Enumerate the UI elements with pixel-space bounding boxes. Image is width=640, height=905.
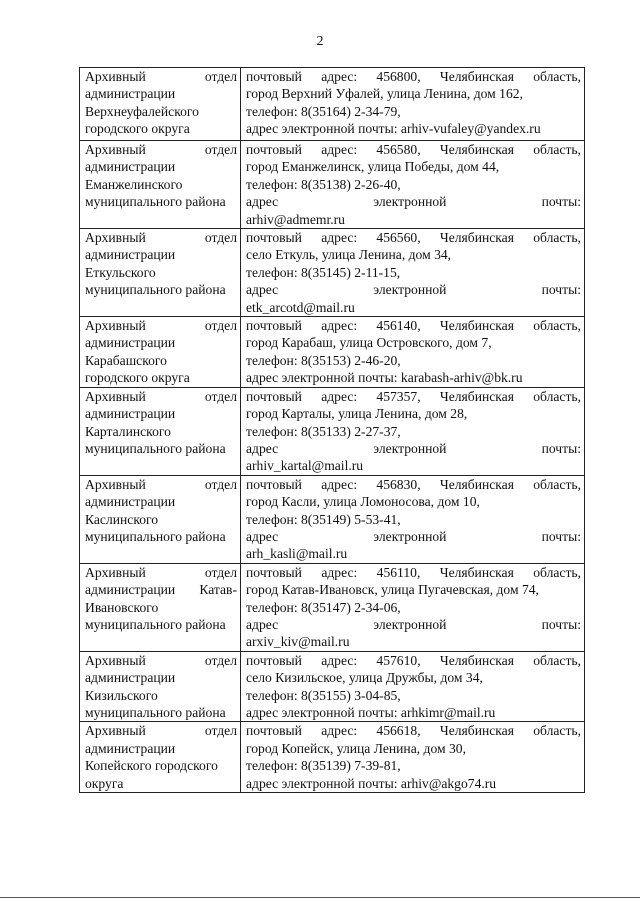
contact-info-cell — [241, 563, 585, 651]
archive-name-cell — [80, 563, 241, 651]
phone-line: телефон: 8(35153) 2-46-20, — [246, 352, 401, 368]
table-row — [80, 141, 585, 229]
email-line: адрес электронной почты: arhiv@akgo74.ru — [246, 775, 497, 791]
archive-name-cell — [80, 651, 241, 722]
contact-info-cell — [241, 387, 585, 475]
archives-table-body — [80, 68, 585, 793]
contact-info-cell — [241, 141, 585, 229]
archive-name-line: администрации — [85, 406, 176, 422]
postal-address-line: почтовый адрес: 456800, Челябинская область, — [246, 69, 581, 84]
phone-line: телефон: 8(35149) 5-53-41, — [246, 511, 401, 527]
archive-name-line: муниципального района — [85, 440, 226, 456]
address-line: город Верхний Уфалей, улица Ленина, дом 162, — [246, 86, 523, 102]
phone-line: телефон: 8(35155) 3-04-85, — [246, 687, 401, 703]
archive-name-line: городского округа — [85, 121, 190, 137]
email-label: адрес электронной почты: — [246, 282, 581, 298]
contact-info-cell — [241, 475, 585, 563]
email-line: arhiv_kartal@mail.ru — [246, 458, 364, 474]
postal-address-line: почтовый адрес: 456560, Челябинская область, — [246, 230, 581, 246]
archive-name-line: администрации — [85, 494, 176, 510]
postal-address-line: почтовый адрес: 456830, Челябинская область, — [246, 476, 581, 492]
archive-name-cell — [80, 141, 241, 229]
email-line: etk_arcotd@mail.ru — [246, 299, 355, 315]
email-line: адрес электронной почты: arhkimr@mail.ru — [246, 705, 496, 720]
archive-name-line: муниципального района — [85, 282, 226, 298]
phone-line: телефон: 8(35138) 2-26-40, — [246, 176, 401, 192]
address-line: село Еткуль, улица Ленина, дом 34, — [246, 247, 452, 263]
archive-name-line: Кизильского — [85, 687, 158, 703]
archive-name-line: Архивный отдел — [85, 142, 237, 157]
phone-line: телефон: 8(35147) 2-34-06, — [246, 599, 401, 615]
email-line: адрес электронной почты: karabash-arhiv@bk.ru — [246, 370, 523, 386]
archive-name-line: Еманжелинского — [85, 176, 183, 192]
address-line: город Касли, улица Ломоносова, дом 10, — [246, 494, 480, 510]
address-line: город Копейск, улица Ленина, дом 30, — [246, 740, 466, 756]
phone-line: телефон: 8(35164) 2-34-79, — [246, 103, 401, 119]
archive-name-line: Архивный отдел — [85, 564, 237, 580]
table-row — [80, 229, 585, 317]
table-row — [80, 317, 585, 388]
archive-name-line: Ивановского — [85, 599, 159, 615]
email-label: адрес электронной почты: — [246, 528, 581, 544]
archive-name-cell — [80, 387, 241, 475]
archive-name-line: администрации — [85, 670, 176, 686]
archive-name-cell — [80, 229, 241, 317]
archive-name-line: городского округа — [85, 370, 190, 386]
archive-name-cell — [80, 722, 241, 793]
table-row — [80, 722, 585, 793]
archive-name-line: Карталинского — [85, 423, 171, 439]
email-line: arhiv@admemr.ru — [246, 211, 345, 227]
contact-info-cell — [241, 229, 585, 317]
postal-address-line: почтовый адрес: 456110, Челябинская область, — [246, 564, 581, 580]
archive-name-line: Архивный отдел — [85, 652, 237, 668]
archive-name-line: Еткульского — [85, 264, 156, 280]
email-label: адрес электронной почты: — [246, 194, 581, 210]
archive-name-line: администрации — [85, 247, 176, 263]
postal-address-line: почтовый адрес: 456618, Челябинская область, — [246, 723, 581, 739]
archives-table — [79, 67, 585, 793]
contact-info-cell — [241, 68, 585, 141]
postal-address-line: почтовый адрес: 456140, Челябинская область, — [246, 318, 581, 334]
archive-name-line: Архивный отдел — [85, 318, 237, 334]
archive-name-line: администрации — [85, 159, 176, 175]
archive-name-line: Каслинского — [85, 511, 159, 527]
table-row — [80, 651, 585, 722]
address-line: город Катав-Ивановск, улица Пугачевская, дом 74, — [246, 582, 539, 598]
table-row — [80, 475, 585, 563]
email-line: arh_kasli@mail.ru — [246, 546, 348, 562]
contact-info-cell — [241, 651, 585, 722]
phone-line: телефон: 8(35145) 2-11-15, — [246, 264, 401, 280]
address-line: село Кизильское, улица Дружбы, дом 34, — [246, 670, 483, 686]
archive-name-cell — [80, 68, 241, 141]
archive-name-line: Архивный отдел — [85, 723, 237, 739]
archive-name-line: Архивный отдел — [85, 388, 237, 404]
email-line: arxiv_kiv@mail.ru — [246, 634, 350, 650]
archive-name-line: Архивный отдел — [85, 476, 237, 492]
phone-line: телефон: 8(35139) 7-39-81, — [246, 758, 401, 774]
archive-name-line: Копейского городского — [85, 758, 218, 774]
address-line: город Еманжелинск, улица Победы, дом 44, — [246, 159, 500, 175]
archive-name-line: администрации — [85, 335, 176, 351]
archive-name-line: муниципального района — [85, 194, 226, 210]
archive-name-line: администрации Катав- — [85, 582, 237, 598]
archive-name-line: Архивный отдел — [85, 69, 237, 84]
archive-name-line: администрации — [85, 86, 176, 102]
archive-name-cell — [80, 317, 241, 388]
archive-name-line: администрации — [85, 740, 176, 756]
archive-name-line: муниципального района — [85, 528, 226, 544]
page-number: 2 — [316, 34, 324, 49]
postal-address-line: почтовый адрес: 457610, Челябинская область, — [246, 652, 581, 668]
email-label: адрес электронной почты: — [246, 616, 581, 632]
page-bottom-rule — [0, 897, 640, 898]
archive-name-line: Верхнеуфалейского — [85, 103, 199, 119]
table-row — [80, 387, 585, 475]
phone-line: телефон: 8(35133) 2-27-37, — [246, 423, 401, 439]
email-line: адрес электронной почты: arhiv-vufaley@yandex.ru — [246, 121, 541, 137]
archive-name-line: муниципального района — [85, 705, 226, 720]
address-line: город Карталы, улица Ленина, дом 28, — [246, 406, 468, 422]
address-line: город Карабаш, улица Островского, дом 7, — [246, 335, 492, 351]
table-row — [80, 563, 585, 651]
postal-address-line: почтовый адрес: 457357, Челябинская область, — [246, 388, 581, 404]
archive-name-line: округа — [85, 775, 124, 791]
postal-address-line: почтовый адрес: 456580, Челябинская область, — [246, 142, 581, 157]
contact-info-cell — [241, 722, 585, 793]
contact-info-cell — [241, 317, 585, 388]
archive-name-line: муниципального района — [85, 616, 226, 632]
archive-name-line: Карабашского — [85, 352, 167, 368]
archive-name-line: Архивный отдел — [85, 230, 237, 246]
email-label: адрес электронной почты: — [246, 440, 581, 456]
table-row — [80, 68, 585, 141]
archive-name-cell — [80, 475, 241, 563]
